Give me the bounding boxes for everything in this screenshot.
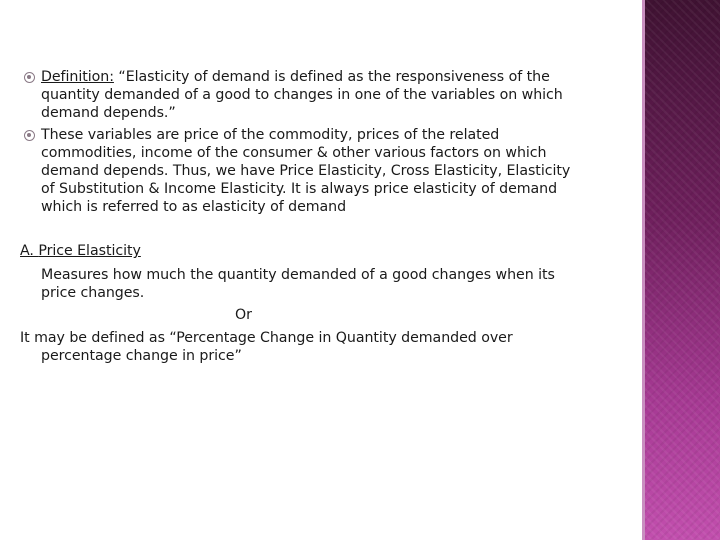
alternate-definition-1: It may be defined as “Percentage Change in Quantity demanded over bbox=[20, 330, 513, 346]
section-heading: Price Elasticity bbox=[38, 243, 141, 259]
sidebar-divider bbox=[642, 0, 645, 540]
definition-text: “Elasticity of demand is defined as the responsiveness of the bbox=[113, 69, 550, 85]
variables-paragraph bbox=[41, 126, 570, 216]
definition-label: Definition: bbox=[41, 69, 114, 85]
price-elasticity-definition bbox=[41, 266, 555, 302]
definition-line-2: quantity demanded of a good to changes in one of the variables on which bbox=[41, 87, 563, 103]
price-elasticity-line-2: price changes. bbox=[41, 285, 145, 301]
variables-line-3: demand depends. Thus, we have Price Elasticity, Cross Elasticity, Elasticity bbox=[41, 163, 571, 179]
alternate-definition-2: percentage change in price” bbox=[41, 348, 242, 364]
decorative-sidebar bbox=[642, 0, 720, 540]
definition-line-1 bbox=[41, 68, 563, 86]
variables-line-1: These variables are price of the commodity, prices of the related bbox=[41, 127, 500, 143]
definition-line-3: demand depends.” bbox=[41, 105, 176, 121]
bullet-icon bbox=[24, 72, 35, 83]
variables-line-2: commodities, income of the consumer & other various factors on which bbox=[41, 145, 547, 161]
sidebar-texture bbox=[642, 0, 720, 540]
price-elasticity-line-1: Measures how much the quantity demanded of a good changes when its bbox=[41, 267, 555, 283]
variables-line-5: which is referred to as elasticity of demand bbox=[41, 199, 347, 215]
bullet-icon bbox=[24, 130, 35, 141]
section-prefix: A. bbox=[20, 243, 39, 259]
price-elasticity-heading bbox=[20, 242, 141, 260]
or-separator: Or bbox=[235, 307, 252, 323]
variables-line-4: of Substitution & Income Elasticity. It is always price elasticity of demand bbox=[41, 181, 558, 197]
definition-paragraph bbox=[41, 68, 563, 122]
